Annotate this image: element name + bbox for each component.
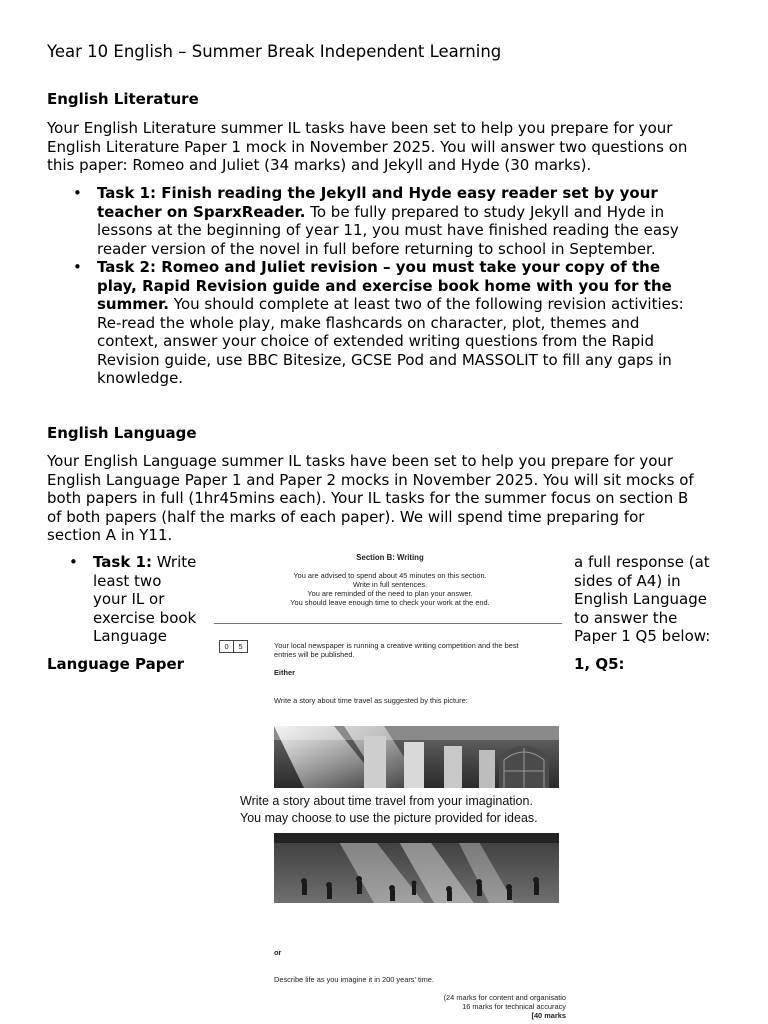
exam-instruction: You are reminded of the need to plan your answer. xyxy=(307,589,473,598)
language-task1-line: Language xyxy=(93,627,168,645)
task1-bold-line: Task 1: Finish reading the Jekyll and Hyde easy reader set by your xyxy=(97,184,658,202)
exam-marks-line: [40 marks xyxy=(531,1011,566,1020)
exam-instruction: Write in full sentences. xyxy=(352,580,428,589)
exam-overlay-text xyxy=(240,793,538,827)
literature-task-1 xyxy=(73,184,737,258)
language-task1-right-line: a full response (at xyxy=(574,553,710,571)
language-intro-line: both papers in full (1hr45mins each). Your IL tasks for the summer focus on section B xyxy=(47,489,689,507)
language-task1-right-line: English Language xyxy=(574,590,707,608)
language-intro-line: of both papers (half the marks of each paper). We will spend time preparing for xyxy=(47,507,645,526)
exam-section-title: Section B: Writing xyxy=(356,553,424,562)
task1-text-line: lessons at the beginning of year 11, you must have finished reading the easy xyxy=(97,221,679,239)
language-paper-label: Language Paper xyxy=(47,655,185,673)
exam-instruction: You should leave enough time to check your work at the end. xyxy=(290,598,490,607)
language-task1-bold: Task 1: xyxy=(93,553,152,571)
exam-paper-image xyxy=(214,544,566,1024)
task2-text-line: knowledge. xyxy=(97,369,184,387)
exam-option-2: Describe life as you imagine it in 200 years' time. xyxy=(274,975,434,984)
exam-divider xyxy=(214,623,562,624)
language-intro-line: English Language Paper 1 and Paper 2 mocks in November 2025. You will sit mocks of xyxy=(47,470,694,489)
language-task-list xyxy=(69,553,213,646)
question-number-box xyxy=(219,640,247,653)
literature-intro xyxy=(47,119,747,175)
language-task1-line: your IL or xyxy=(93,590,165,608)
literature-task-2 xyxy=(73,258,737,388)
bullet-icon: • xyxy=(73,258,82,276)
exam-marks xyxy=(428,993,566,1020)
task2-text: You should complete at least two of the following revision activities: xyxy=(169,295,684,313)
hall-photo xyxy=(274,833,559,903)
language-intro xyxy=(47,452,747,545)
bullet-icon: • xyxy=(73,184,82,202)
task2-bold-line: Task 2: Romeo and Juliet revision – you must take your copy of the xyxy=(97,258,661,276)
bullet-icon: • xyxy=(69,553,78,571)
station-photo xyxy=(274,726,559,788)
page-title: Year 10 English – Summer Break Independent Learning xyxy=(47,42,502,61)
language-task1-text: Write xyxy=(151,553,197,571)
exam-overlay-line: Write a story about time travel from your imagination. xyxy=(240,794,533,808)
exam-marks-line: (24 marks for content and organisatio xyxy=(443,993,566,1002)
language-task1-right xyxy=(574,553,764,646)
language-heading: English Language xyxy=(47,424,197,442)
language-task1-line: exercise book xyxy=(93,608,197,627)
exam-overlay-line: You may choose to use the picture provided for ideas. xyxy=(240,811,538,825)
literature-intro-line: English Literature Paper 1 mock in November 2025. You will answer two questions on xyxy=(47,137,688,156)
literature-heading: English Literature xyxy=(47,90,199,108)
exam-prompt-line: entries will be published. xyxy=(274,650,355,659)
question-number-digit: 0 xyxy=(219,640,234,653)
exam-prompt-line: Your local newspaper is running a creative writing competition and the best xyxy=(274,641,519,650)
task1-text: To be fully prepared to study Jekyll and Hyde in xyxy=(305,202,665,221)
task2-text-line: context, answer your choice of extended writing questions from the Rapid xyxy=(97,332,654,350)
task1-bold-line: teacher on SparxReader. xyxy=(97,202,306,221)
exam-instruction: You are advised to spend about 45 minutes on this section. xyxy=(293,571,487,580)
literature-intro-line: Your English Literature summer IL tasks have been set to help you prepare for your xyxy=(47,119,673,137)
exam-option-1: Write a story about time travel as suggested by this picture: xyxy=(274,696,468,705)
exam-marks-line: 16 marks for technical accuracy xyxy=(462,1002,566,1011)
task2-bold-line: summer. xyxy=(97,295,169,313)
language-task1-right-line: Paper 1 Q5 below: xyxy=(574,627,711,645)
language-task1-line: least two xyxy=(93,571,162,590)
language-task-1-left xyxy=(69,553,213,646)
task1-text-line: reader version of the novel in full before returning to school in September. xyxy=(97,239,656,258)
language-task1-right-line: sides of A4) in xyxy=(574,571,681,590)
language-paper-label-right: 1, Q5: xyxy=(574,655,625,673)
literature-task-list xyxy=(73,184,737,388)
task2-text-line: Re-read the whole play, make flashcards on character, plot, themes and xyxy=(97,313,640,332)
language-intro-line: Your English Language summer IL tasks have been set to help you prepare for your xyxy=(47,452,674,470)
language-task1-right-line: to answer the xyxy=(574,608,678,627)
exam-prompt xyxy=(274,641,564,659)
question-number-digit: 5 xyxy=(233,640,248,653)
task2-bold-line: play, Rapid Revision guide and exercise book home with you for the xyxy=(97,276,672,295)
language-intro-line: section A in Y11. xyxy=(47,526,173,544)
exam-either: Either xyxy=(274,668,295,677)
task2-text-line: Revision guide, use BBC Bitesize, GCSE Pod and MASSOLIT to fill any gaps in xyxy=(97,350,672,369)
exam-or: or xyxy=(274,948,282,957)
literature-intro-line: this paper: Romeo and Juliet (34 marks) and Jekyll and Hyde (30 marks). xyxy=(47,156,592,174)
